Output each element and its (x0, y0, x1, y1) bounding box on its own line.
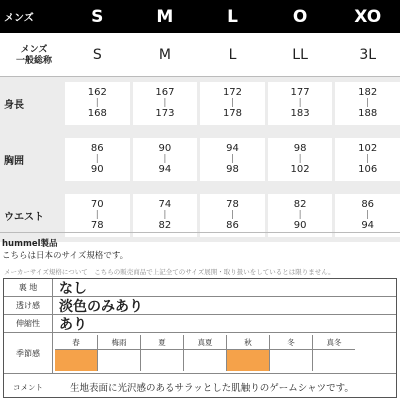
measurement-range (65, 82, 130, 125)
measurement-row (0, 133, 400, 186)
brand-name: hummel製品 (2, 239, 58, 249)
range-max: 94 (361, 220, 375, 231)
season-name: 真冬 (313, 335, 355, 350)
season-cell (184, 335, 227, 371)
measurement-range (268, 82, 333, 125)
season-grid (53, 333, 396, 373)
range-separator: | (366, 210, 370, 220)
season-name: 夏 (141, 335, 183, 350)
measurement-row (0, 77, 400, 130)
range-max: 106 (358, 164, 378, 175)
season-row (4, 333, 396, 374)
sheer-value: 淡色のみあり (59, 298, 143, 315)
season-name: 真夏 (184, 335, 226, 350)
header-size-l: L (227, 6, 238, 27)
range-max: 90 (90, 164, 104, 175)
stretch-value: あり (59, 316, 87, 333)
range-min: 86 (90, 142, 104, 154)
sheer-label: 透け感 (4, 297, 53, 314)
equiv-size: L (200, 33, 265, 76)
range-max: 173 (155, 108, 175, 119)
season-marker-off (141, 350, 183, 371)
stretch-label: 伸縮性 (4, 315, 53, 332)
range-min: 90 (158, 142, 172, 154)
equivalent-size-row (0, 33, 400, 77)
range-max: 183 (290, 108, 310, 119)
header-size-xo: XO (354, 6, 382, 27)
measurement-label: 胸囲 (4, 156, 24, 167)
measurement-range (133, 194, 198, 237)
measurement-range (268, 194, 333, 237)
range-separator: | (230, 98, 235, 108)
season-marker-off (98, 350, 140, 371)
header-size-s: S (91, 6, 104, 27)
season-cell (55, 335, 98, 371)
equiv-label-line1: メンズ (20, 45, 48, 55)
product-properties-table (3, 278, 397, 398)
header-size-o: O (292, 6, 308, 27)
range-min: 86 (361, 198, 375, 210)
range-separator: | (298, 98, 302, 108)
season-marker-off (313, 350, 355, 371)
range-min: 172 (222, 86, 243, 98)
lining-value: なし (59, 280, 87, 297)
measurement-range (200, 194, 265, 237)
season-marker-off (270, 350, 312, 371)
sheer-row (4, 297, 396, 315)
range-min: 78 (226, 198, 239, 210)
equiv-label-line2: 一般総称 (15, 56, 52, 67)
measurement-range (133, 138, 198, 181)
range-separator: | (95, 98, 99, 108)
season-marker-on (227, 350, 269, 371)
measurement-range (335, 82, 400, 125)
comment-label: コメント (13, 382, 43, 392)
season-name: 梅雨 (98, 335, 140, 350)
comment-row (4, 374, 396, 400)
season-cell (98, 335, 141, 371)
range-min: 94 (226, 142, 239, 154)
range-separator: | (366, 154, 370, 164)
measurement-range (65, 194, 130, 237)
range-max: 168 (87, 108, 107, 119)
measurement-rows (0, 77, 400, 242)
season-cell (141, 335, 184, 371)
season-cell (270, 335, 313, 371)
comment-text: 生地表面に光沢感のあるサラッとした肌触りのゲームシャツです。 (70, 383, 354, 394)
range-max: 102 (290, 164, 310, 175)
season-marker-off (184, 350, 226, 371)
range-separator: | (163, 98, 167, 108)
range-max: 94 (158, 164, 172, 175)
range-max: 78 (90, 220, 104, 231)
season-marker-on (55, 350, 97, 371)
season-name: 秋 (227, 335, 269, 350)
season-name: 春 (55, 335, 97, 350)
range-separator: | (230, 210, 235, 220)
lining-row (4, 279, 396, 297)
range-max: 82 (158, 220, 172, 231)
range-separator: | (366, 98, 370, 108)
range-separator: | (298, 210, 302, 220)
range-min: 98 (293, 142, 307, 154)
divider (0, 232, 400, 233)
range-min: 74 (158, 198, 172, 210)
range-min: 167 (155, 86, 175, 98)
measurement-label: ウエスト (4, 212, 44, 223)
range-max: 86 (226, 220, 239, 231)
stretch-row (4, 315, 396, 333)
equiv-size: M (133, 33, 198, 76)
equiv-size: S (65, 33, 130, 76)
range-separator: | (95, 210, 99, 220)
measurement-range (268, 138, 333, 181)
range-separator: | (163, 154, 167, 164)
range-separator: | (230, 154, 235, 164)
measurement-range (335, 194, 400, 237)
range-min: 102 (358, 142, 378, 154)
measurement-range (200, 138, 265, 181)
equiv-size: 3L (335, 33, 400, 76)
header-size-m: M (156, 6, 174, 27)
measurement-range (200, 82, 265, 125)
header-label: メンズ (4, 13, 34, 24)
size-disclaimer: メーカーサイズ規格について こちらの販売商品で上記全てのサイズ展開・取り扱いをしているとは限りません。 (4, 268, 335, 276)
measurement-range (335, 138, 400, 181)
brand-note (0, 238, 400, 262)
season-name: 冬 (270, 335, 312, 350)
measurement-label: 身長 (4, 100, 24, 111)
range-max: 188 (358, 108, 378, 119)
range-separator: | (163, 210, 167, 220)
range-max: 90 (293, 220, 307, 231)
brand-standard: こちらは日本のサイズ規格です。 (2, 251, 129, 261)
range-separator: | (95, 154, 99, 164)
measurement-range (65, 138, 130, 181)
range-min: 162 (87, 86, 107, 98)
range-separator: | (298, 154, 302, 164)
range-max: 178 (222, 108, 243, 119)
range-min: 182 (358, 86, 378, 98)
equiv-label (0, 33, 62, 76)
range-min: 82 (293, 198, 307, 210)
measurement-range (133, 82, 198, 125)
measurement-row (0, 189, 400, 242)
range-min: 70 (90, 198, 104, 210)
season-label: 季節感 (4, 333, 53, 373)
equiv-size: LL (268, 33, 333, 76)
season-cell (313, 335, 355, 371)
lining-label: 裏 地 (4, 279, 53, 296)
season-cell (227, 335, 270, 371)
range-min: 177 (290, 86, 310, 98)
range-max: 98 (226, 164, 239, 175)
size-header-row (0, 0, 400, 33)
